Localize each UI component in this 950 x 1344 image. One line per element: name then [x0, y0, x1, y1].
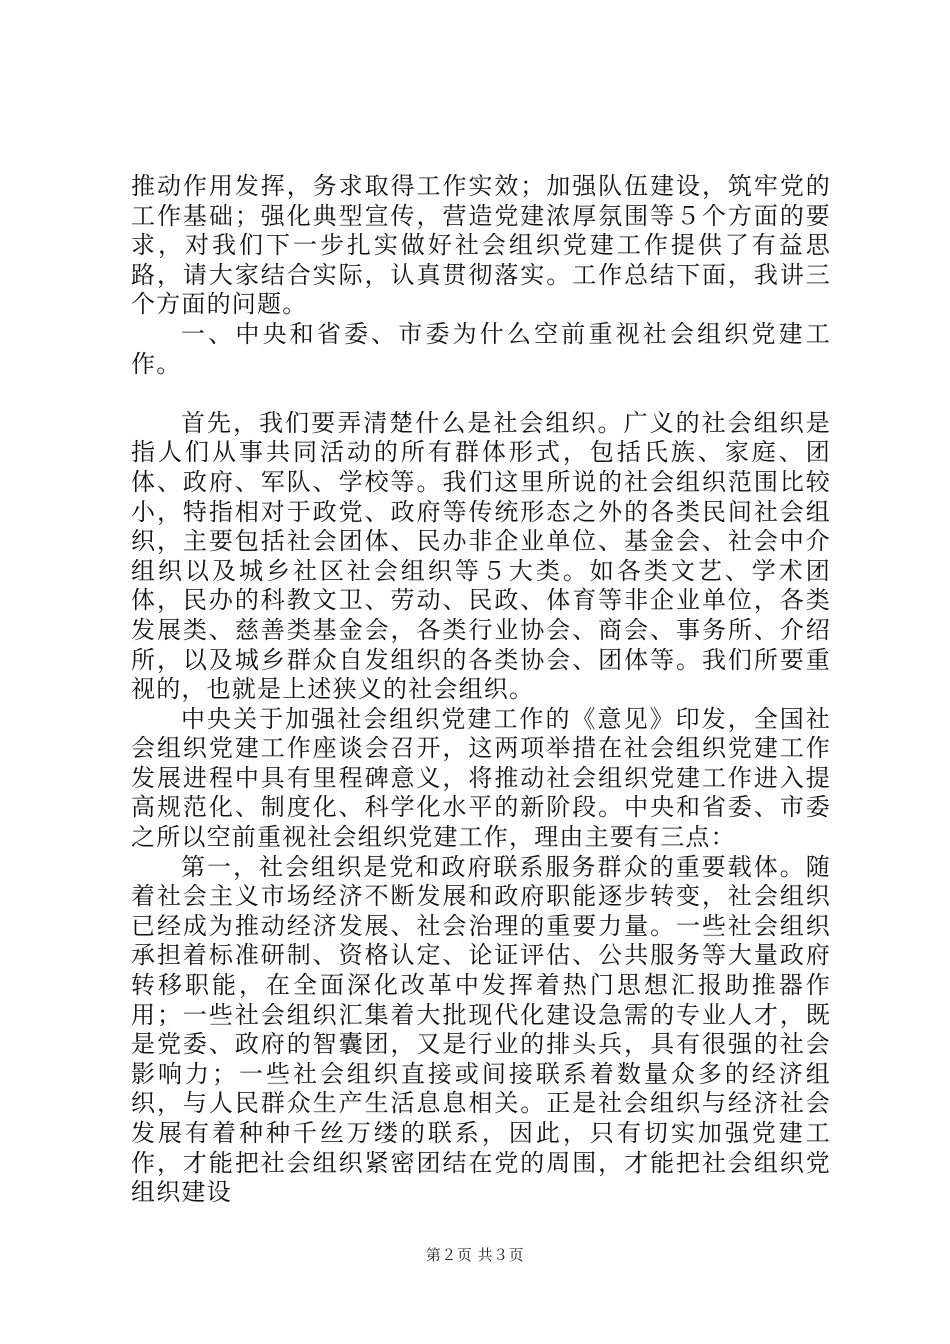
- paragraph-central-opinion: 中央关于加强社会组织党建工作的《意见》印发，全国社会组织党建工作座谈会召开，这两项举措在社会组织党建工作发展进程中具有里程碑意义，将推动社会组织党建工作进入提高规范化、制度化、科学化水平的新阶段。中央和省委、市委之所以空前重视社会组织党建工作，理由主要有三点：: [131, 704, 831, 852]
- paragraph-first-reason: 第一，社会组织是党和政府联系服务群众的重要载体。随着社会主义市场经济不断发展和政府职能逐步转变，社会组织已经成为推动经济发展、社会治理的重要力量。一些社会组织承担着标准研制、资格认定、论证评估、公共服务等大量政府转移职能，在全面深化改革中发挥着热门思想汇报助推器作用；一些社会组织汇集着大批现代化建设急需的专业人才，既是党委、政府的智囊团，又是行业的排头兵，具有很强的社会影响力；一些社会组织直接或间接联系着数量众多的经济组织，与人民群众生产生活息息相关。正是社会组织与经济社会发展有着种种千丝万缕的联系，因此，只有切实加强党建工作，才能把社会组织紧密团结在党的周围，才能把社会组织党组织建设: [131, 852, 831, 1207]
- page-number-footer: 第２页 共３页: [425, 1246, 525, 1264]
- section-heading: 一、中央和省委、市委为什么空前重视社会组织党建工作。: [131, 319, 831, 378]
- document-body: [131, 172, 831, 1208]
- paragraph-continuation: 推动作用发挥，务求取得工作实效；加强队伍建设，筑牢党的工作基础；强化典型宣传，营造党建浓厚氛围等５个方面的要求，对我们下一步扎实做好社会组织党建工作提供了有益思路，请大家结合实际，认真贯彻落实。工作总结下面，我讲三个方面的问题。: [131, 172, 831, 319]
- paragraph-social-organization-definition: 首先，我们要弄清楚什么是社会组织。广义的社会组织是指人们从事共同活动的所有群体形式，包括氏族、家庭、团体、政府、军队、学校等。我们这里所说的社会组织范围比较小，特指相对于政党、政府等传统形态之外的各类民间社会组织，主要包括社会团体、民办非企业单位、基金会、社会中介组织以及城乡社区社会组织等５大类。如各类文艺、学术团体，民办的科教文卫、劳动、民政、体育等非企业单位，各类发展类、慈善类基金会，各类行业协会、商会、事务所、介绍所，以及城乡群众自发组织的各类协会、团体等。我们所要重视的，也就是上述狭义的社会组织。: [131, 408, 831, 704]
